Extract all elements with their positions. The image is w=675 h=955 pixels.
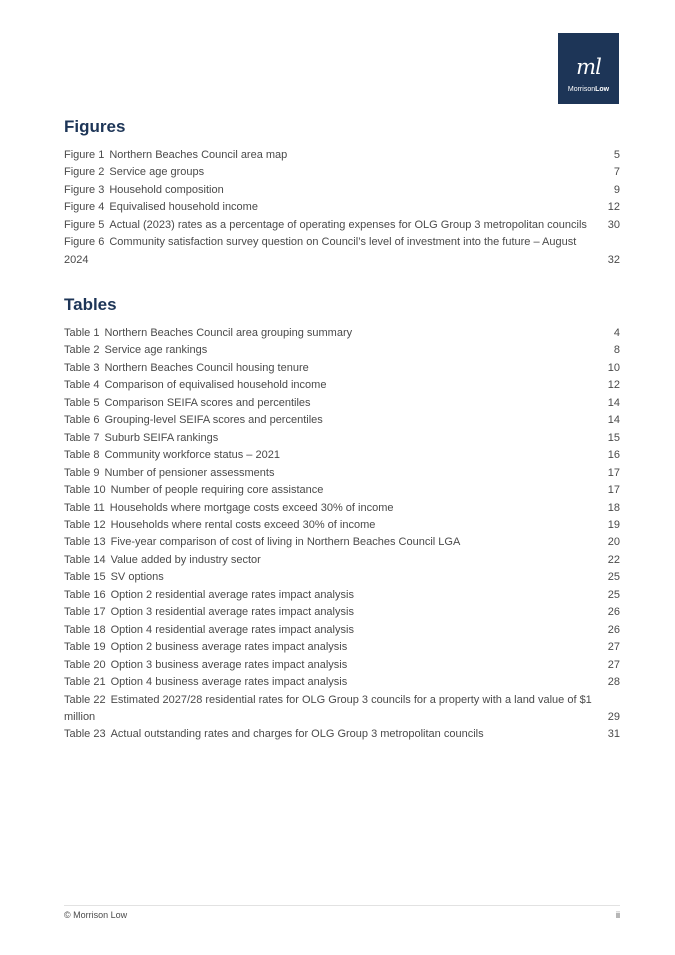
- entry-label: Figure 4: [64, 201, 105, 214]
- entry-label: Table 11: [64, 501, 105, 514]
- table-entry[interactable]: [64, 639, 620, 656]
- entry-page-number: 30: [607, 218, 620, 231]
- entry-label: Table 15: [64, 571, 106, 584]
- table-entry[interactable]: [64, 517, 620, 534]
- entry-label: Table 20: [64, 658, 106, 671]
- entry-label: Table 2: [64, 344, 100, 357]
- table-entry[interactable]: [64, 465, 620, 482]
- table-entry[interactable]: [64, 569, 620, 586]
- entry-label: Table 18: [64, 623, 106, 636]
- table-entry[interactable]: [64, 412, 620, 429]
- logo-mark: ml: [576, 55, 601, 79]
- tables-list: [64, 325, 620, 744]
- entry-page-number: 25: [607, 571, 620, 584]
- logo-brand-suffix: Low: [595, 86, 610, 93]
- entry-label: Table 13: [64, 536, 106, 549]
- entry-label: Table 14: [64, 553, 106, 566]
- entry-title: Option 3 business average rates impact analysis: [110, 658, 348, 671]
- entry-title: Number of people requiring core assistance: [110, 484, 324, 497]
- footer-copyright: © Morrison Low: [64, 910, 128, 920]
- entry-page-number: 12: [607, 379, 620, 392]
- table-entry[interactable]: [64, 360, 620, 377]
- entry-page-number: 5: [613, 149, 620, 161]
- entry-label: Table 16: [64, 588, 106, 601]
- entry-page-number: 14: [607, 414, 620, 427]
- entry-label: Table 21: [64, 676, 106, 689]
- entry-title: Option 2 business average rates impact analysis: [110, 641, 348, 654]
- entry-title: Actual outstanding rates and charges for OLG Group 3 metropolitan councils: [110, 728, 484, 741]
- table-entry[interactable]: [64, 726, 620, 743]
- entry-title: Option 4 residential average rates impact analysis: [110, 623, 354, 636]
- entry-title: SV options: [110, 571, 164, 584]
- entry-label: Table 6: [64, 414, 100, 427]
- table-entry[interactable]: [64, 552, 620, 569]
- entry-title: Comparison of equivalised household income: [104, 379, 327, 392]
- entry-page-number: 7: [613, 166, 620, 179]
- entry-page-number: 29: [607, 710, 620, 723]
- entry-title: Households where rental costs exceed 30% of income: [110, 518, 376, 531]
- table-entry[interactable]: [64, 395, 620, 412]
- entry-page-number: 12: [607, 201, 620, 214]
- entry-label: Table 5: [64, 396, 100, 409]
- figure-entry[interactable]: [64, 182, 620, 199]
- entry-label: Table 17: [64, 606, 106, 619]
- entry-label: Figure 6: [64, 236, 105, 249]
- entry-label: Table 1: [64, 327, 100, 339]
- entry-page-number: 18: [607, 501, 620, 514]
- entry-title: Service age groups: [109, 166, 205, 179]
- entry-page-number: 4: [613, 327, 620, 339]
- entry-title: Northern Beaches Council area grouping summary: [104, 327, 353, 339]
- entry-page-number: 26: [607, 623, 620, 636]
- entry-label: Table 12: [64, 518, 106, 531]
- entry-page-number: 22: [607, 553, 620, 566]
- entry-label: Table 9: [64, 466, 100, 479]
- table-entry[interactable]: [64, 377, 620, 394]
- entry-label: Figure 2: [64, 166, 105, 179]
- entry-label: Table 7: [64, 431, 100, 444]
- entry-page-number: 15: [607, 431, 620, 444]
- footer-page-number: ii: [616, 910, 620, 920]
- entry-title: Suburb SEIFA rankings: [104, 431, 219, 444]
- figures-list: [64, 147, 620, 269]
- table-entry[interactable]: [64, 534, 620, 551]
- entry-label: Table 10: [64, 484, 106, 497]
- entry-page-number: 20: [607, 536, 620, 549]
- entry-title: Value added by industry sector: [110, 553, 261, 566]
- figure-entry[interactable]: [64, 199, 620, 216]
- entry-title: Number of pensioner assessments: [104, 466, 275, 479]
- entry-page-number: 27: [607, 641, 620, 654]
- entry-page-number: 10: [607, 361, 620, 374]
- entry-title: Comparison SEIFA scores and percentiles: [104, 396, 311, 409]
- table-entry[interactable]: [64, 342, 620, 359]
- table-entry[interactable]: [64, 482, 620, 499]
- entry-page-number: 17: [607, 466, 620, 479]
- table-entry[interactable]: [64, 325, 620, 342]
- entry-page-number: 14: [607, 396, 620, 409]
- entry-label: Table 4: [64, 379, 100, 392]
- entry-page-number: 16: [607, 449, 620, 462]
- entry-title: Five-year comparison of cost of living in Northern Beaches Council LGA: [110, 536, 461, 549]
- entry-title: Household composition: [109, 183, 224, 196]
- entry-title: Actual (2023) rates as a percentage of operating expenses for OLG Group 3 metropolitan councils: [109, 218, 587, 231]
- entry-label: Table 19: [64, 641, 106, 654]
- logo-brand: [558, 85, 619, 94]
- figures-heading: Figures: [64, 117, 126, 136]
- entry-title: Grouping-level SEIFA scores and percentiles: [104, 414, 323, 427]
- entry-label: Table 3: [64, 361, 100, 374]
- entry-title: Community satisfaction survey question on Council’s level of investment into the future – August 2024: [64, 236, 577, 266]
- table-entry[interactable]: [64, 692, 620, 727]
- entry-page-number: 32: [607, 253, 620, 266]
- table-entry[interactable]: [64, 604, 620, 621]
- entry-page-number: 25: [607, 588, 620, 601]
- entry-page-number: 17: [607, 484, 620, 497]
- entry-title: Option 3 residential average rates impact analysis: [110, 606, 354, 619]
- table-entry[interactable]: [64, 430, 620, 447]
- table-entry[interactable]: [64, 500, 620, 517]
- figure-entry[interactable]: [64, 217, 620, 234]
- entry-title: Service age rankings: [104, 344, 208, 357]
- entry-title: Community workforce status – 2021: [104, 449, 280, 462]
- entry-title: Estimated 2027/28 residential rates for OLG Group 3 councils for a property with a land value of $1 million: [64, 693, 592, 723]
- table-entry[interactable]: [64, 657, 620, 674]
- table-entry[interactable]: [64, 622, 620, 639]
- entry-label: Table 8: [64, 449, 100, 462]
- entry-label: Table 22: [64, 693, 106, 706]
- entry-page-number: 28: [607, 676, 620, 689]
- entry-label: Figure 5: [64, 218, 105, 231]
- table-entry[interactable]: [64, 587, 620, 604]
- figure-entry[interactable]: [64, 234, 620, 269]
- logo-brand-prefix: Morrison: [567, 86, 596, 93]
- entry-page-number: 19: [607, 518, 620, 531]
- page-footer: [64, 905, 620, 920]
- entry-page-number: 8: [613, 344, 620, 357]
- entry-title: Households where mortgage costs exceed 30% of income: [109, 501, 394, 514]
- entry-title: Northern Beaches Council area map: [109, 149, 288, 161]
- figure-entry[interactable]: [64, 147, 620, 164]
- table-entry[interactable]: [64, 674, 620, 691]
- entry-title: Northern Beaches Council housing tenure: [104, 361, 309, 374]
- entry-title: Equivalised household income: [109, 201, 258, 214]
- table-entry[interactable]: [64, 447, 620, 464]
- figure-entry[interactable]: [64, 164, 620, 181]
- entry-title: Option 4 business average rates impact analysis: [110, 676, 348, 689]
- tables-heading: Tables: [64, 295, 117, 314]
- entry-page-number: 26: [607, 606, 620, 619]
- entry-label: Figure 3: [64, 183, 105, 196]
- entry-label: Figure 1: [64, 149, 105, 161]
- entry-title: Option 2 residential average rates impact analysis: [110, 588, 354, 601]
- entry-page-number: 27: [607, 658, 620, 671]
- entry-page-number: 9: [613, 183, 620, 196]
- entry-page-number: 31: [607, 728, 620, 741]
- entry-label: Table 23: [64, 728, 106, 741]
- morrison-low-logo: [558, 33, 619, 104]
